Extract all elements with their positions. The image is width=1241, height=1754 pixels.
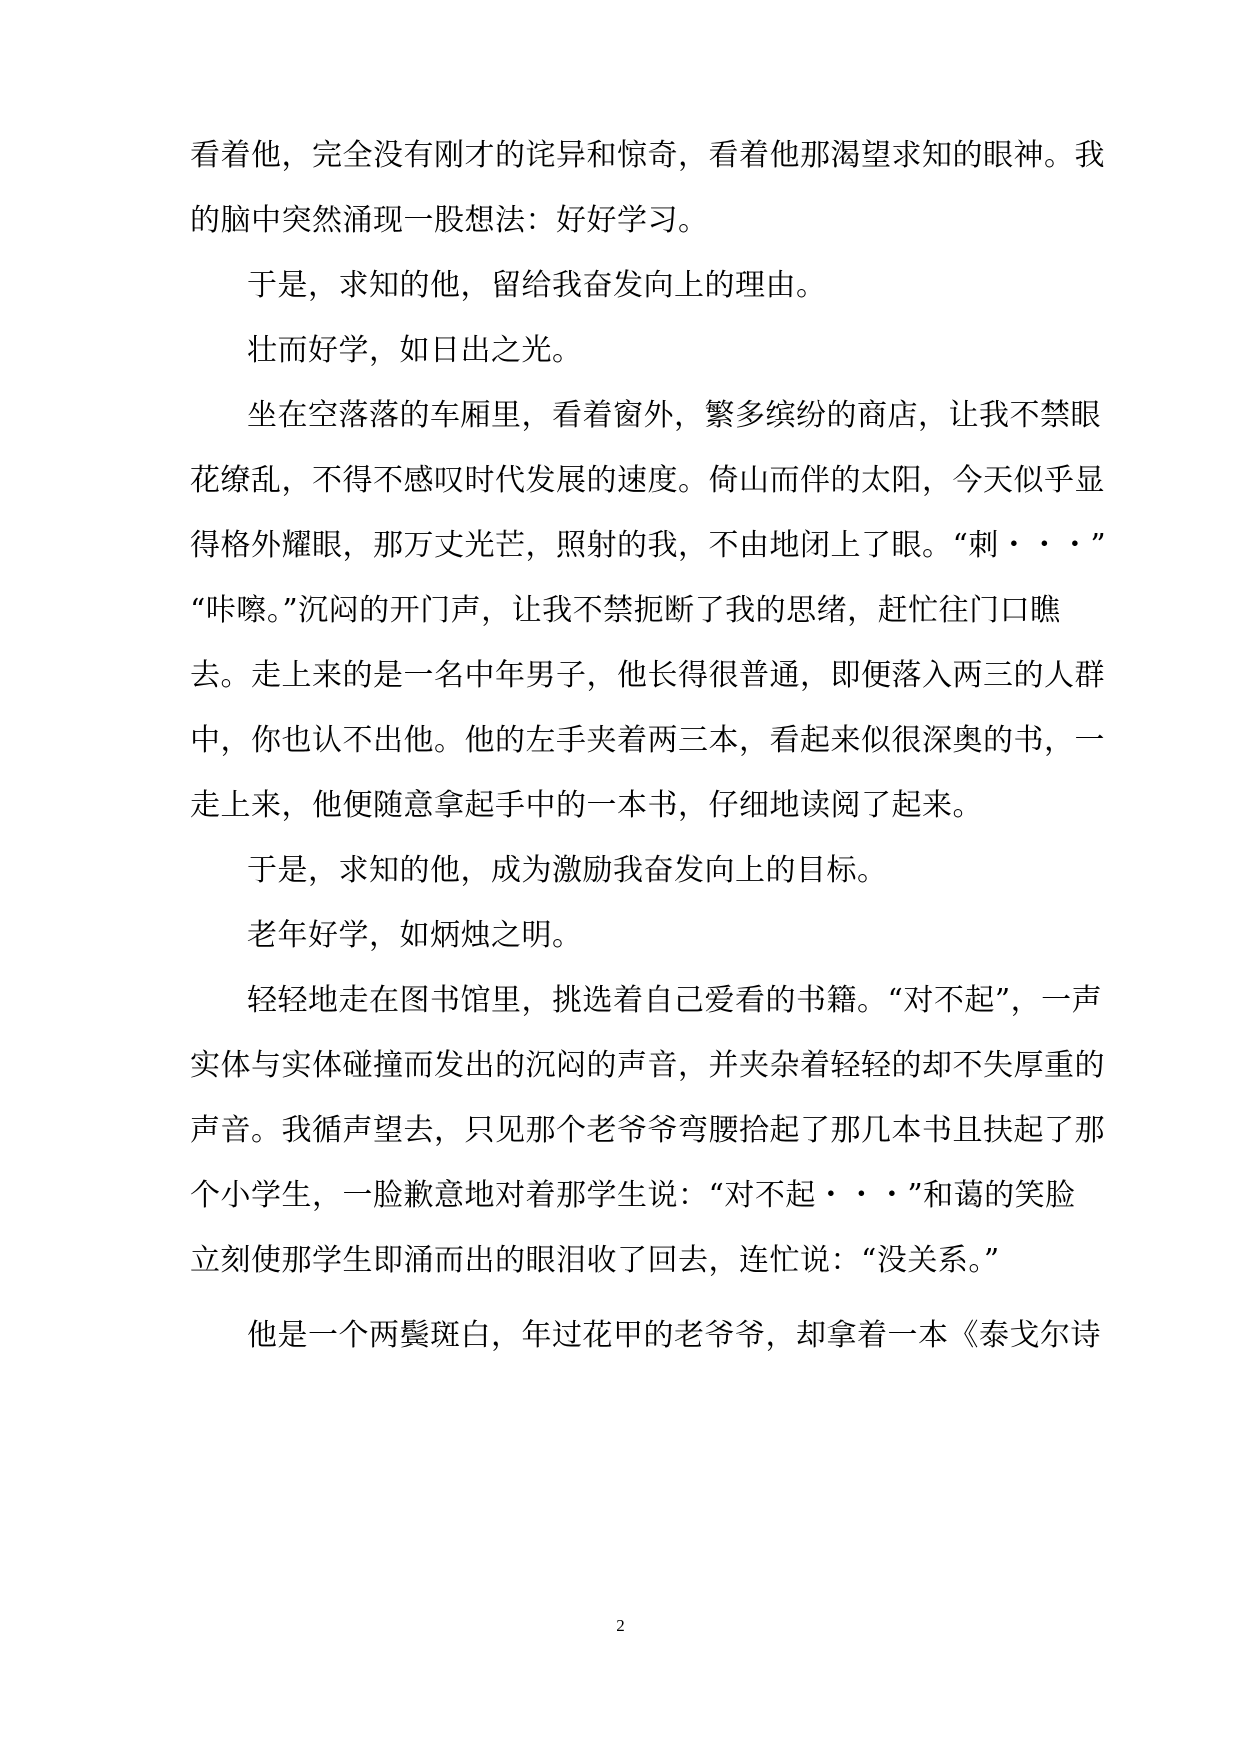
text-line: 去。走上来的是一名中年男子，他长得很普通，即便落入两三的人群 bbox=[190, 658, 1105, 693]
page-number: 2 bbox=[616, 1616, 625, 1635]
text-line: 看着他，完全没有刚才的诧异和惊奇，看着他那渴望求知的眼神。我 bbox=[190, 138, 1105, 173]
text-line: 走上来，他便随意拿起手中的一本书，仔细地读阅了起来。 bbox=[190, 788, 983, 823]
text-line: 个小学生，一脸歉意地对着那学生说：“对不起・・・”和蔼的笑脸 bbox=[190, 1178, 1076, 1213]
text-line: 花缭乱，不得不感叹时代发展的速度。倚山而伴的太阳，今天似乎显 bbox=[190, 463, 1105, 498]
text-line: 立刻使那学生即涌而出的眼泪收了回去，连忙说：“没关系。” bbox=[190, 1243, 1000, 1278]
text-line: 坐在空落落的车厢里，看着窗外，繁多缤纷的商店，让我不禁眼 bbox=[247, 398, 1101, 433]
text-line: “咔嚓。”沉闷的开门声，让我不禁扼断了我的思绪，赶忙往门口瞧 bbox=[190, 593, 1061, 628]
text-line: 得格外耀眼，那万丈光芒，照射的我，不由地闭上了眼。“刺・・・” bbox=[190, 528, 1107, 563]
text-line: 于是，求知的他，留给我奋发向上的理由。 bbox=[247, 268, 827, 303]
text-line: 壮而好学，如日出之光。 bbox=[247, 333, 583, 368]
text-line: 于是，求知的他，成为激励我奋发向上的目标。 bbox=[247, 853, 888, 888]
text-line: 轻轻地走在图书馆里，挑选着自己爱看的书籍。“对不起”，一声 bbox=[247, 983, 1103, 1018]
text-line: 实体与实体碰撞而发出的沉闷的声音，并夹杂着轻轻的却不失厚重的 bbox=[190, 1048, 1105, 1083]
text-line: 声音。我循声望去，只见那个老爷爷弯腰拾起了那几本书且扶起了那 bbox=[190, 1113, 1105, 1148]
text-line: 老年好学，如炳烛之明。 bbox=[247, 918, 583, 953]
text-line: 他是一个两鬓斑白，年过花甲的老爷爷，却拿着一本《泰戈尔诗 bbox=[247, 1318, 1101, 1353]
text-line: 的脑中突然涌现一股想法：好好学习。 bbox=[190, 203, 709, 238]
text-line: 中，你也认不出他。他的左手夹着两三本，看起来似很深奥的书，一 bbox=[190, 723, 1105, 758]
